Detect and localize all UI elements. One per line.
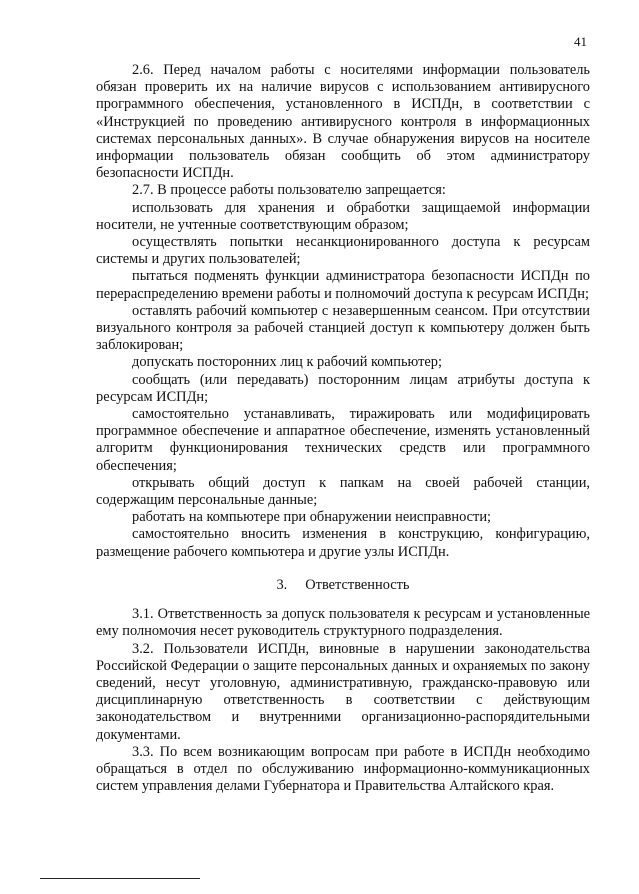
prohibition-item: пытаться подменять функции администратора безопасности ИСПДн по перераспределению времени работы и полномочий доступа к ресурсам ИСПДн;	[96, 268, 590, 302]
page-number: 41	[574, 34, 587, 49]
document-body	[96, 62, 590, 795]
prohibition-item: работать на компьютере при обнаружении неисправности;	[132, 509, 492, 526]
paragraph-2-7: 2.7. В процессе работы пользователю запрещается:	[132, 182, 446, 199]
prohibition-item: сообщать (или передавать) посторонним лицам атрибуты доступа к ресурсам ИСПДн;	[96, 371, 590, 405]
paragraph-2-6: 2.6. Перед началом работы с носителями информации пользователь обязан проверить их на наличие вирусов с использованием антивирусного программного обеспечения, установленного в ИСПДн, в соответствии с «Инструкцией по проведению антивирусного контроля в информационных системах персональных данных». В случае обнаружения вирусов на носителе информации пользователь обязан сообщить об этом администратору безопасности ИСПДн.	[96, 62, 590, 182]
prohibition-item: оставлять рабочий компьютер с незавершенным сеансом. При отсутствии визуального контроля за рабочей станцией доступ к компьютеру должен быть заблокирован;	[96, 302, 590, 354]
prohibition-item: открывать общий доступ к папкам на своей рабочей станции, содержащим персональные данные;	[96, 474, 590, 509]
section-title: Ответственность	[305, 576, 410, 593]
prohibition-item: допускать посторонних лиц к рабочий компьютер;	[132, 354, 442, 371]
prohibition-item: осуществлять попытки несанкционированного доступа к ресурсам системы и других пользователей;	[96, 234, 590, 268]
paragraph-3-3: 3.3. По всем возникающим вопросам при работе в ИСПДн необходимо обращаться в отдел по обслуживанию информационно-коммуникационных систем управления делами Губернатора и Правительства Алтайского края.	[96, 743, 590, 795]
paragraph-3-1: 3.1. Ответственность за допуск пользователя к ресурсам и установленные ему полномочия несет руководитель структурного подразделения.	[96, 606, 590, 640]
prohibition-item: использовать для хранения и обработки защищаемой информации носители, не учтенные соответствующим образом;	[96, 199, 590, 233]
section-heading	[96, 577, 590, 594]
prohibition-item: самостоятельно устанавливать, тиражировать или модифицировать программное обеспечение и аппаратное обеспечение, изменять установленный алгоритм функционирования технических средств или программного обеспечения;	[96, 406, 590, 474]
prohibition-item: самостоятельно вносить изменения в конструкцию, конфигурацию, размещение рабочего компьютера и другие узлы ИСПДн.	[96, 526, 590, 560]
footer-divider	[40, 878, 200, 879]
section-number: 3.	[276, 576, 288, 593]
paragraph-3-2: 3.2. Пользователи ИСПДн, виновные в нарушении законодательства Российской Федерации о защите персональных данных и охраняемых по закону сведений, несут уголовную, административную, гражданско-правовую или дисциплинарную ответственность в соответствии с действующим законодательством и внутренними организационно-распорядительными документами.	[96, 640, 590, 743]
